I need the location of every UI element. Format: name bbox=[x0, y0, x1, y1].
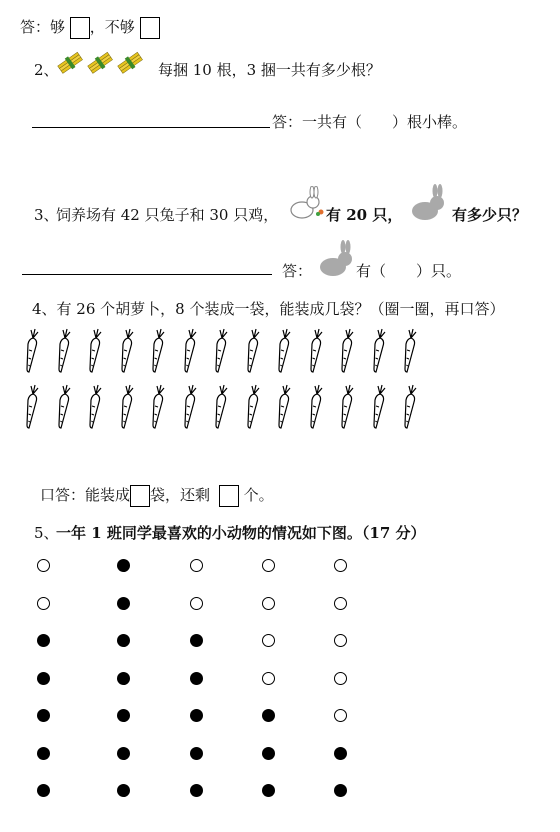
open-dot bbox=[262, 634, 275, 647]
open-dot bbox=[334, 597, 347, 610]
open-dot bbox=[190, 597, 203, 610]
carrot-icon[interactable] bbox=[87, 328, 101, 372]
filled-dot bbox=[117, 597, 130, 610]
filled-dot bbox=[262, 747, 275, 760]
open-dot bbox=[262, 597, 275, 610]
filled-dot bbox=[37, 672, 50, 685]
q2-answer-blank[interactable] bbox=[32, 127, 270, 128]
q5-number: 5、 bbox=[34, 524, 59, 542]
carrot-icon[interactable] bbox=[182, 328, 196, 372]
bags-box[interactable] bbox=[130, 485, 150, 507]
filled-dot bbox=[37, 784, 50, 797]
carrot-icon[interactable] bbox=[24, 384, 38, 428]
q3-question-text: 饲养场有 42 只兔子和 30 只鸡， bbox=[56, 206, 279, 224]
filled-dot bbox=[334, 784, 347, 797]
carrot-icon[interactable] bbox=[119, 384, 133, 428]
rabbit-grey-icon bbox=[408, 184, 448, 224]
carrot-icon[interactable] bbox=[371, 328, 385, 372]
filled-dot bbox=[117, 634, 130, 647]
q5-question-text: 一年 1 班同学最喜欢的小动物的情况如下图。（17 分） bbox=[56, 524, 426, 542]
filled-dot bbox=[190, 709, 203, 722]
filled-dot bbox=[190, 634, 203, 647]
q2-number: 2、 bbox=[34, 61, 59, 79]
not-enough-box[interactable] bbox=[140, 17, 160, 39]
carrot-icon[interactable] bbox=[119, 328, 133, 372]
enough-box[interactable] bbox=[70, 17, 90, 39]
carrot-icon[interactable] bbox=[402, 384, 416, 428]
carrot-icon[interactable] bbox=[339, 384, 353, 428]
q3-rabbit-count-text: 有 20 只， bbox=[326, 206, 403, 224]
q2-answer-text: 答：一共有（ ）根小棒。 bbox=[272, 113, 468, 131]
carrot-icon[interactable] bbox=[150, 384, 164, 428]
q3-number: 3、 bbox=[34, 206, 59, 224]
filled-dot bbox=[37, 634, 50, 647]
carrot-icon[interactable] bbox=[150, 328, 164, 372]
q4-question-text: 4、有 26 个胡萝卜，8 个装成一袋，能装成几袋？（圈一圈，再口答） bbox=[32, 300, 505, 318]
carrot-icon[interactable] bbox=[56, 328, 70, 372]
filled-dot bbox=[37, 709, 50, 722]
carrot-icon[interactable] bbox=[308, 328, 322, 372]
q1-not-enough-label: ，不够 bbox=[89, 18, 135, 36]
carrot-icon[interactable] bbox=[245, 328, 259, 372]
carrot-icon[interactable] bbox=[182, 384, 196, 428]
carrot-icon[interactable] bbox=[308, 384, 322, 428]
q4-answer-line bbox=[40, 484, 274, 507]
carrot-icon[interactable] bbox=[56, 384, 70, 428]
q1-answer-line bbox=[20, 16, 160, 39]
q3-question-end-text: 有多少只？ bbox=[452, 206, 528, 224]
open-dot bbox=[37, 559, 50, 572]
filled-dot bbox=[117, 672, 130, 685]
q4-answer-suffix: 个。 bbox=[243, 486, 274, 504]
filled-dot bbox=[117, 747, 130, 760]
filled-dot bbox=[190, 672, 203, 685]
open-dot bbox=[334, 634, 347, 647]
q3-answer-blank[interactable] bbox=[22, 274, 272, 275]
open-dot bbox=[334, 672, 347, 685]
q2-question-text: 每捆 10 根，3 捆一共有多少根？ bbox=[158, 61, 381, 79]
carrot-icon[interactable] bbox=[213, 384, 227, 428]
carrot-icon[interactable] bbox=[276, 328, 290, 372]
carrot-icon[interactable] bbox=[339, 328, 353, 372]
filled-dot bbox=[334, 747, 347, 760]
filled-dot bbox=[117, 784, 130, 797]
open-dot bbox=[190, 559, 203, 572]
carrot-icon[interactable] bbox=[402, 328, 416, 372]
filled-dot bbox=[37, 747, 50, 760]
filled-dot bbox=[190, 747, 203, 760]
carrot-icon[interactable] bbox=[245, 384, 259, 428]
q3-answer-prefix: 答： bbox=[282, 262, 313, 280]
stick-bundles-image bbox=[56, 48, 146, 78]
carrot-icon[interactable] bbox=[87, 384, 101, 428]
remaining-box[interactable] bbox=[219, 485, 239, 507]
open-dot bbox=[334, 709, 347, 722]
open-dot bbox=[334, 559, 347, 572]
rabbit-outline-icon bbox=[285, 186, 325, 222]
q1-answer-prefix: 答：够 bbox=[20, 18, 66, 36]
filled-dot bbox=[117, 559, 130, 572]
carrot-icon[interactable] bbox=[371, 384, 385, 428]
open-dot bbox=[37, 597, 50, 610]
q3-answer-suffix: 有（ ）只。 bbox=[356, 262, 462, 280]
open-dot bbox=[262, 672, 275, 685]
filled-dot bbox=[117, 709, 130, 722]
carrot-icon[interactable] bbox=[213, 328, 227, 372]
filled-dot bbox=[262, 709, 275, 722]
rabbit-grey-icon-answer bbox=[316, 240, 356, 280]
q4-answer-mid: 袋，还剩 bbox=[150, 486, 211, 504]
filled-dot bbox=[190, 784, 203, 797]
filled-dot bbox=[262, 784, 275, 797]
open-dot bbox=[262, 559, 275, 572]
carrot-icon[interactable] bbox=[24, 328, 38, 372]
q4-answer-prefix: 口答：能装成 bbox=[40, 486, 131, 504]
carrot-icon[interactable] bbox=[276, 384, 290, 428]
